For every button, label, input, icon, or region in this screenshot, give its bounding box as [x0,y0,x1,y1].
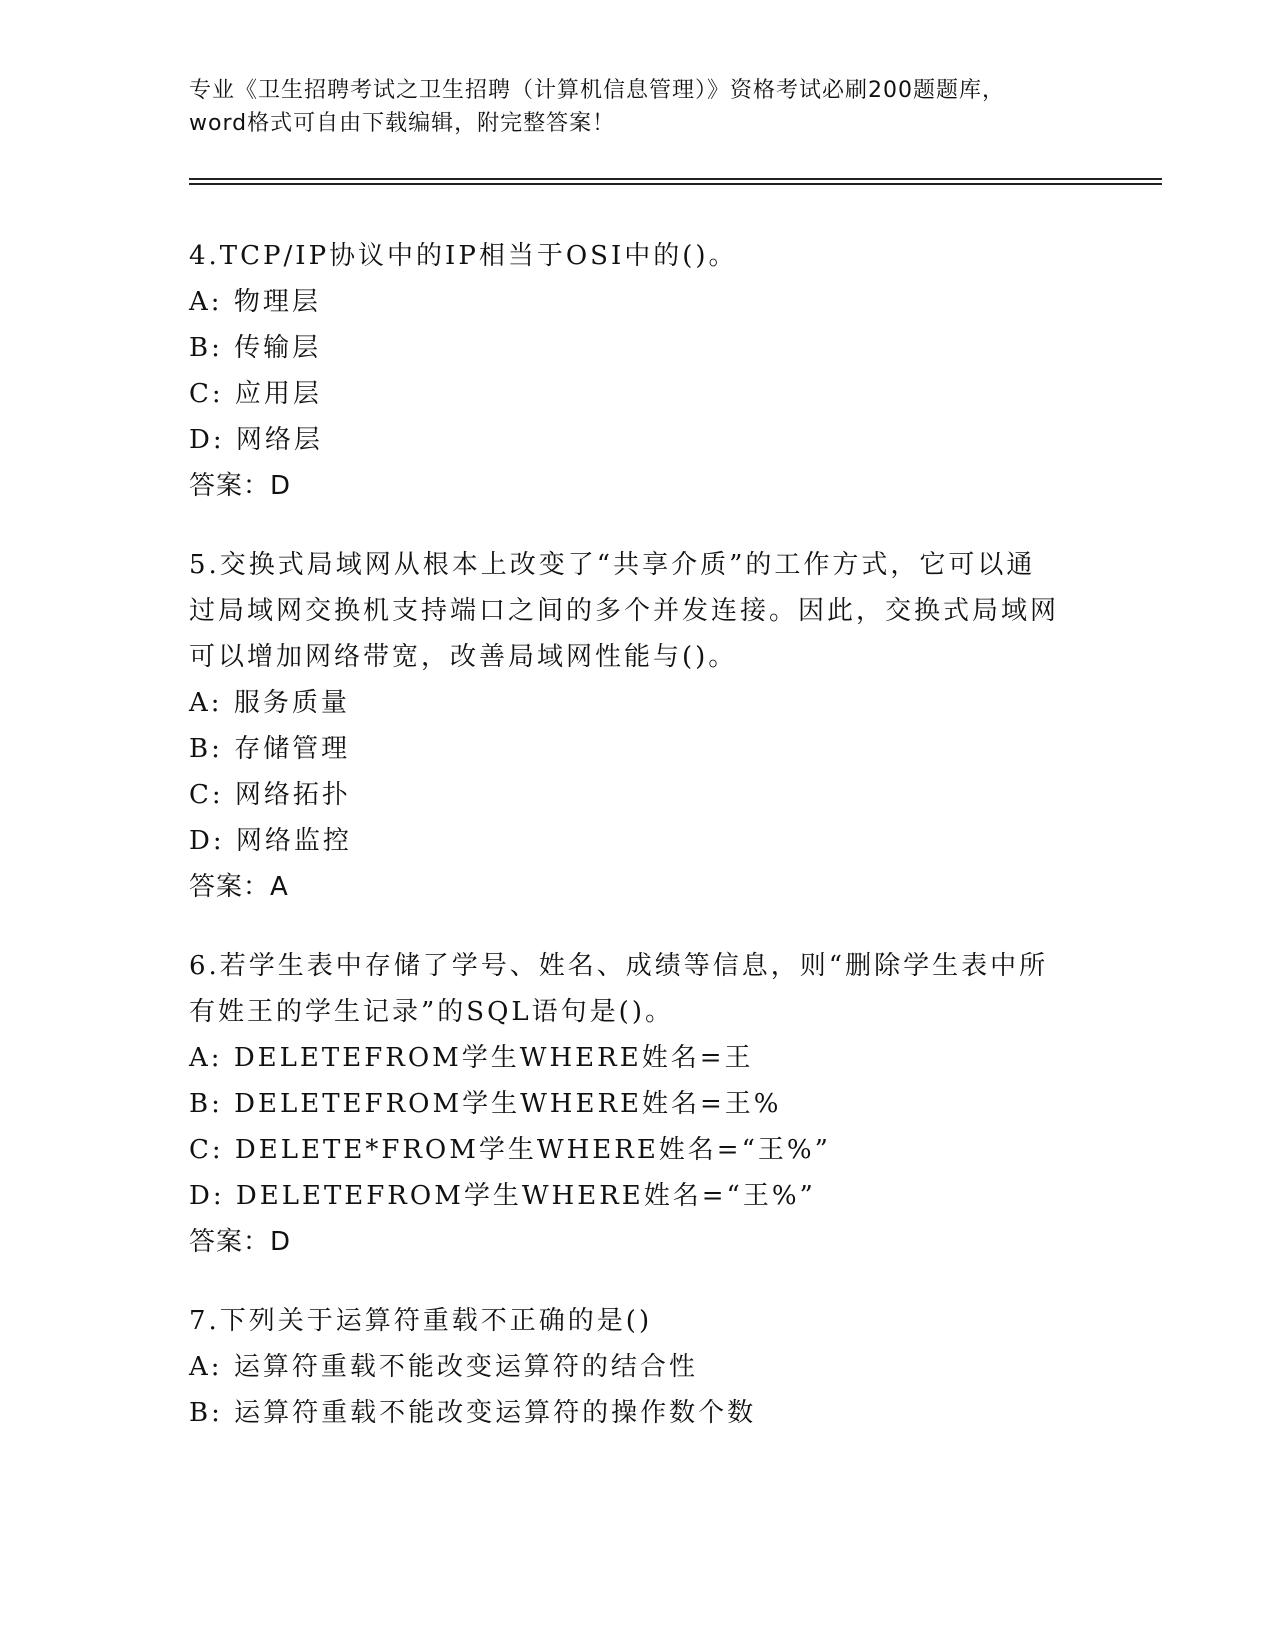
option-b [189,1390,1089,1436]
question-5 [189,542,1089,910]
option-c [189,371,1089,417]
option-b [189,325,1089,371]
option-letter: D: [189,826,225,856]
option-letter: A: [189,1352,223,1382]
option-text: 运算符重载不能改变运算符的操作数个数 [234,1398,757,1428]
option-text: 网络拓扑 [234,780,351,810]
option-text: 应用层 [234,379,322,409]
answer-line: 答案：D [189,1227,292,1257]
header-divider-bottom [189,183,1162,185]
question-text: 过局域网交换机支持端口之间的多个并发连接。因此，交换式局域网 [189,596,1060,626]
option-letter: C: [189,379,224,409]
option-text: 运算符重载不能改变运算符的结合性 [233,1352,698,1382]
option-text: DELETE*FROM学生WHERE姓名=“王%” [234,1135,831,1165]
option-letter: B: [189,1089,223,1119]
header-line-2: word格式可自由下载编辑，附完整答案！ [189,111,616,136]
option-letter: A: [189,287,223,317]
option-text: 传输层 [234,333,322,363]
option-text: DELETEFROM学生WHERE姓名=“王%” [235,1181,816,1211]
option-a [189,1035,1089,1081]
option-text: DELETEFROM学生WHERE姓名=王 [233,1043,754,1073]
question-text: 5.交换式局域网从根本上改变了“共享介质”的工作方式，它可以通 [189,550,1036,580]
question-7 [189,1298,1089,1436]
option-letter: D: [189,1181,225,1211]
option-text: 物理层 [233,287,321,317]
header-divider-top [189,178,1162,180]
option-text: 服务质量 [233,688,350,718]
header-line-1: 专业《卫生招聘考试之卫生招聘（计算机信息管理）》资格考试必刷200题题库， [189,78,1005,103]
option-d [189,417,1089,463]
option-b [189,1081,1089,1127]
question-6 [189,943,1089,1265]
option-a [189,279,1089,325]
option-letter: B: [189,1398,223,1428]
option-c [189,772,1089,818]
question-4 [189,233,1089,509]
option-d [189,818,1089,864]
question-list [189,233,1089,1469]
question-text: 7.下列关于运算符重载不正确的是() [189,1306,653,1336]
option-letter: C: [189,780,224,810]
question-text: 6.若学生表中存储了学号、姓名、成绩等信息，则“删除学生表中所 [189,951,1049,981]
option-text: DELETEFROM学生WHERE姓名=王% [234,1089,782,1119]
option-a [189,680,1089,726]
option-a [189,1344,1089,1390]
option-text: 网络层 [235,425,323,455]
option-letter: A: [189,688,223,718]
option-d [189,1173,1089,1219]
option-b [189,726,1089,772]
question-text: 有姓王的学生记录”的SQL语句是()。 [189,997,674,1027]
question-text: 4.TCP/IP协议中的IP相当于OSI中的()。 [189,241,738,271]
option-letter: B: [189,734,223,764]
document-header [189,74,1089,140]
option-letter: C: [189,1135,224,1165]
option-text: 存储管理 [234,734,351,764]
option-letter: A: [189,1043,223,1073]
answer-line: 答案：A [189,872,289,902]
option-letter: B: [189,333,223,363]
option-c [189,1127,1089,1173]
option-letter: D: [189,425,225,455]
answer-line: 答案：D [189,471,292,501]
option-text: 网络监控 [235,826,352,856]
question-text: 可以增加网络带宽，改善局域网性能与()。 [189,642,738,672]
